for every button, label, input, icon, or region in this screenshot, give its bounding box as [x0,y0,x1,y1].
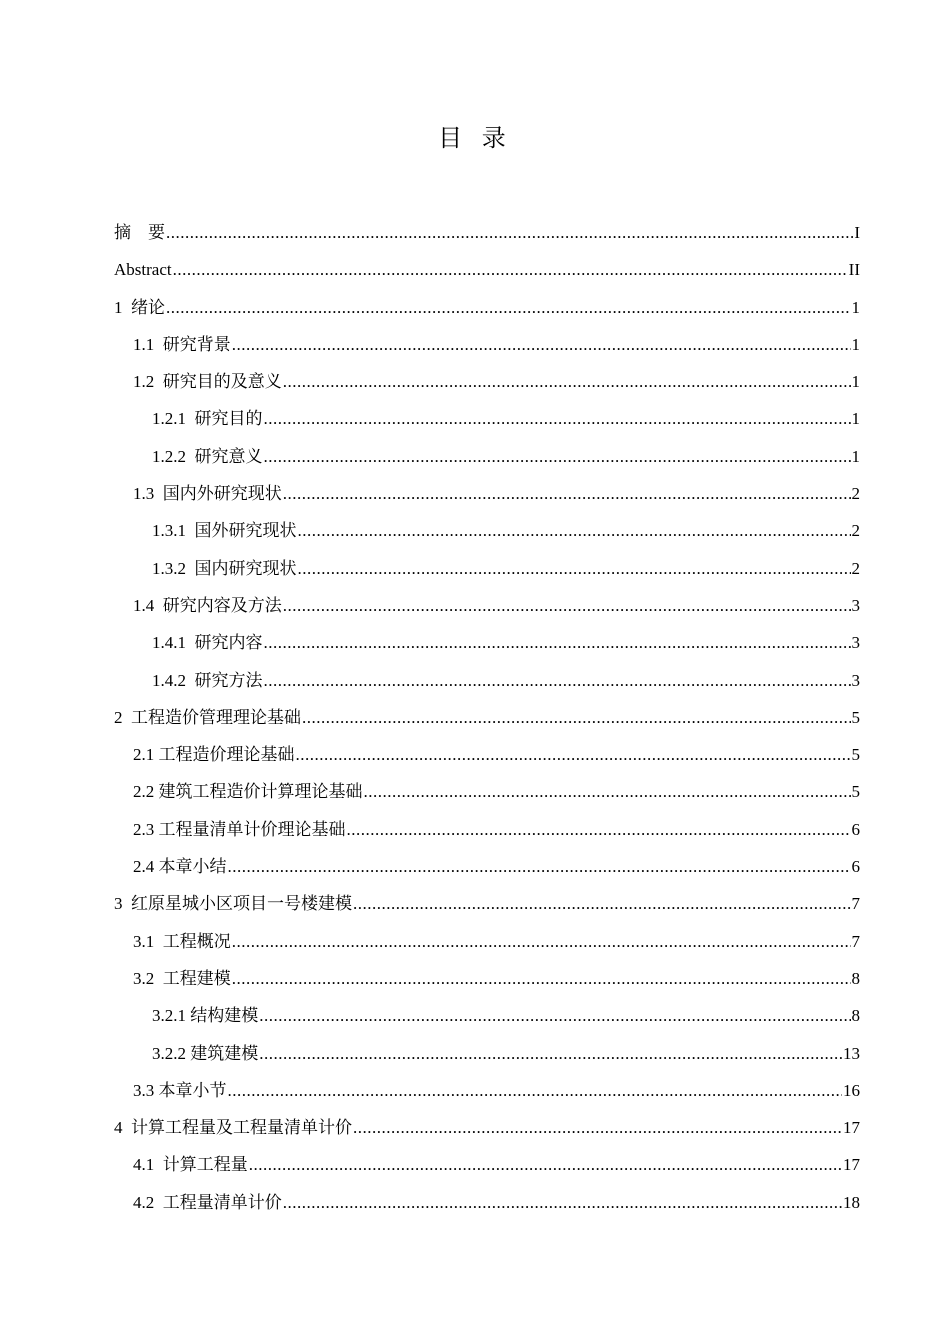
toc-entry-label: 4.2 工程量清单计价 [133,1192,282,1212]
toc-dot-leader [166,289,851,326]
page-title: 目 录 [438,124,512,152]
toc-entry-4-2[interactable] [114,1184,860,1221]
toc-entry-abstract-cn[interactable] [114,214,860,251]
toc-entry-3[interactable] [114,885,860,922]
toc-entry-label: 2.3 工程量清单计价理论基础 [133,819,346,839]
toc-entry-4[interactable] [114,1109,860,1146]
toc-dot-leader [228,848,851,885]
toc-entry-2-3[interactable] [114,811,860,848]
toc-dot-leader [298,512,851,549]
toc-entry-2-1[interactable] [114,736,860,773]
toc-dot-leader [264,624,851,661]
toc-entry-page: 3 [851,595,860,615]
toc-dot-leader [298,550,851,587]
toc-entry-label: 1.4 研究内容及方法 [133,595,282,615]
toc-entry-page: 17 [843,1155,860,1175]
toc-entry-label: 2.2 建筑工程造价计算理论基础 [133,782,363,802]
toc-entry-label: 1 绪论 [114,297,165,317]
toc-entry-2-2[interactable] [114,773,860,810]
toc-dot-leader [232,960,851,997]
toc-entry-page: 16 [843,1080,860,1100]
toc-entry-page: 1 [851,446,860,466]
toc-dot-leader [264,400,851,437]
toc-entry-label: 3.3 本章小节 [133,1080,227,1100]
toc-entry-1-4-2[interactable] [114,662,860,699]
toc-entry-page: 1 [851,297,860,317]
toc-entry-label: 1.2 研究目的及意义 [133,372,282,392]
toc-entry-label: 3.2 工程建模 [133,968,231,988]
toc-entry-label: 3.2.1 结构建模 [152,1006,259,1026]
toc-entry-page: 8 [851,968,860,988]
toc-entry-page: 2 [851,484,860,504]
table-of-contents [114,214,860,1221]
toc-entry-label: 4.1 计算工程量 [133,1155,248,1175]
toc-entry-page: 2 [851,521,860,541]
toc-entry-page: 1 [851,372,860,392]
toc-entry-page: 8 [851,1006,860,1026]
toc-dot-leader [232,923,851,960]
toc-entry-label: 1.3.2 国内研究现状 [152,558,297,578]
toc-dot-leader [249,1146,842,1183]
toc-entry-label: 3.1 工程概况 [133,931,231,951]
toc-entry-1-4[interactable] [114,587,860,624]
toc-dot-leader [259,997,850,1034]
toc-entry-3-2-1[interactable] [114,997,860,1034]
toc-dot-leader [302,699,851,736]
toc-entry-3-1[interactable] [114,923,860,960]
toc-entry-1-2-1[interactable] [114,400,860,437]
toc-entry-page: 7 [851,931,860,951]
toc-dot-leader [166,214,853,251]
toc-entry-label: 1.4.1 研究内容 [152,633,263,653]
toc-entry-label: 4 计算工程量及工程量清单计价 [114,1118,352,1138]
toc-entry-label: 1.2.2 研究意义 [152,446,263,466]
toc-entry-page: 6 [851,857,860,877]
toc-entry-1-1[interactable] [114,326,860,363]
toc-entry-label: 1.2.1 研究目的 [152,409,263,429]
toc-entry-2-4[interactable] [114,848,860,885]
toc-dot-leader [283,587,851,624]
toc-entry-3-2-2[interactable] [114,1035,860,1072]
toc-dot-leader [296,736,851,773]
toc-dot-leader [364,773,851,810]
toc-dot-leader [232,326,851,363]
toc-entry-label: 1.1 研究背景 [133,334,231,354]
toc-dot-leader [259,1035,842,1072]
toc-entry-1-2[interactable] [114,363,860,400]
toc-entry-abstract-en[interactable] [114,251,860,288]
toc-entry-3-3[interactable] [114,1072,860,1109]
toc-entry-page: 1 [851,409,860,429]
toc-entry-label: 2 工程造价管理理论基础 [114,707,301,727]
toc-dot-leader [283,475,851,512]
toc-dot-leader [264,438,851,475]
toc-entry-page: 13 [843,1043,860,1063]
toc-entry-label: 摘 要 [114,223,165,242]
toc-entry-label: 1.3 国内外研究现状 [133,484,282,504]
toc-entry-page: 1 [851,334,860,354]
toc-entry-page: 6 [851,819,860,839]
toc-entry-2[interactable] [114,699,860,736]
toc-entry-1-4-1[interactable] [114,624,860,661]
toc-entry-page: 5 [851,782,860,802]
toc-entry-label: 1.3.1 国外研究现状 [152,521,297,541]
toc-entry-1-3-2[interactable] [114,550,860,587]
toc-entry-page: 18 [843,1192,860,1212]
toc-entry-page: I [854,223,860,242]
toc-entry-label: Abstract [114,260,172,280]
toc-entry-label: 2.4 本章小结 [133,857,227,877]
toc-dot-leader [347,811,851,848]
toc-dot-leader [283,1184,842,1221]
toc-entry-page: II [848,260,860,280]
toc-entry-page: 5 [851,745,860,765]
toc-entry-label: 1.4.2 研究方法 [152,670,263,690]
toc-dot-leader [173,251,848,288]
toc-dot-leader [283,363,851,400]
toc-dot-leader [264,662,851,699]
toc-entry-page: 3 [851,633,860,653]
toc-dot-leader [353,885,851,922]
toc-dot-leader [353,1109,842,1146]
toc-dot-leader [228,1072,843,1109]
toc-entry-label: 3 红原星城小区项目一号楼建模 [114,894,352,914]
toc-entry-1[interactable] [114,289,860,326]
toc-entry-1-3-1[interactable] [114,512,860,549]
toc-entry-page: 3 [851,670,860,690]
toc-entry-label: 2.1 工程造价理论基础 [133,745,295,765]
toc-entry-page: 17 [843,1118,860,1138]
toc-entry-1-3[interactable] [114,475,860,512]
toc-entry-page: 5 [851,707,860,727]
toc-entry-page: 7 [851,894,860,914]
toc-entry-page: 2 [851,558,860,578]
toc-entry-4-1[interactable] [114,1146,860,1183]
toc-entry-1-2-2[interactable] [114,438,860,475]
toc-entry-3-2[interactable] [114,960,860,997]
toc-entry-label: 3.2.2 建筑建模 [152,1043,259,1063]
